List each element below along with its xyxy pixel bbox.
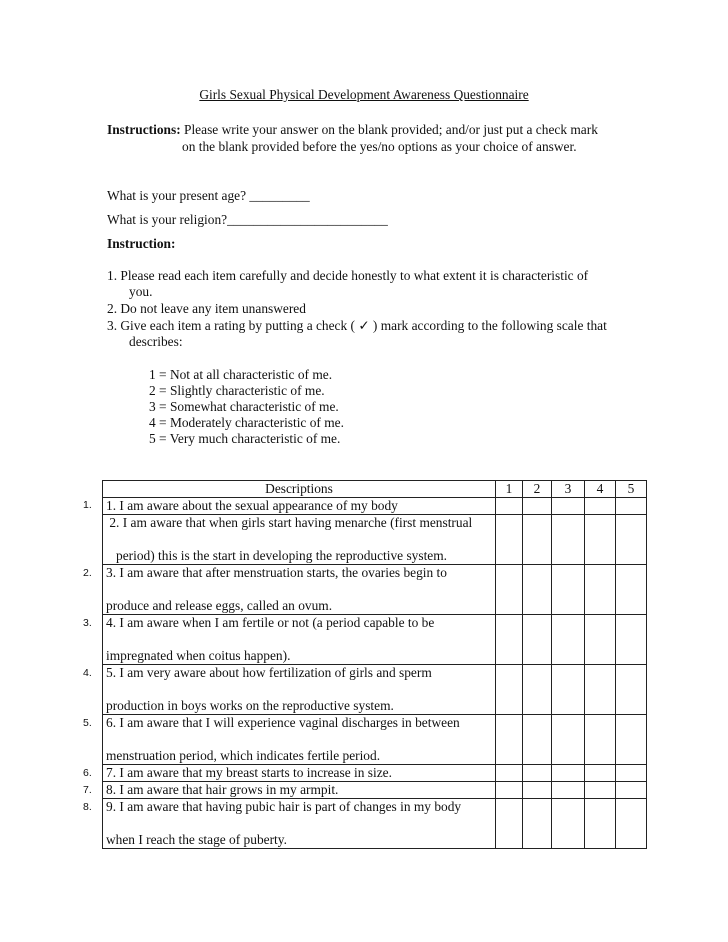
rating-cell[interactable] bbox=[496, 498, 523, 515]
row-number: 6. bbox=[83, 767, 92, 779]
instructions-label: Instructions: bbox=[107, 122, 181, 137]
rating-cell[interactable] bbox=[616, 715, 647, 765]
rating-cell[interactable] bbox=[523, 765, 552, 782]
step-1-continued: you. bbox=[129, 284, 153, 299]
scale-item-2: 2 = Slightly characteristic of me. bbox=[149, 383, 325, 398]
page-title: Girls Sexual Physical Development Awareness Questionnaire bbox=[199, 87, 529, 102]
instructions-text-1: Please write your answer on the blank provided; and/or just put a check mark bbox=[184, 122, 598, 137]
scale-item-4: 4 = Moderately characteristic of me. bbox=[149, 415, 344, 430]
item-description: 4. I am aware when I am fertile or not (a period capable to be impregnated when coitus happen). bbox=[103, 615, 496, 665]
rating-cell[interactable] bbox=[616, 782, 647, 799]
rating-cell[interactable] bbox=[616, 515, 647, 565]
rating-cell[interactable] bbox=[523, 665, 552, 715]
rating-table bbox=[102, 480, 647, 849]
age-question: What is your present age? _________ bbox=[107, 188, 310, 203]
rating-header-5: 5 bbox=[616, 481, 647, 498]
rating-cell[interactable] bbox=[552, 615, 585, 665]
instruction-heading: Instruction: bbox=[107, 236, 176, 251]
rating-cell[interactable] bbox=[496, 765, 523, 782]
rating-header-4: 4 bbox=[585, 481, 616, 498]
row-number: 3. bbox=[83, 617, 92, 629]
rating-cell[interactable] bbox=[552, 565, 585, 615]
religion-question: What is your religion?________________________ bbox=[107, 212, 388, 227]
step-2: 2. Do not leave any item unanswered bbox=[107, 301, 306, 316]
rating-cell[interactable] bbox=[552, 498, 585, 515]
rating-cell[interactable] bbox=[616, 765, 647, 782]
rating-cell[interactable] bbox=[585, 515, 616, 565]
rating-cell[interactable] bbox=[585, 615, 616, 665]
rating-cell[interactable] bbox=[496, 565, 523, 615]
rating-cell[interactable] bbox=[496, 615, 523, 665]
rating-cell[interactable] bbox=[496, 799, 523, 849]
rating-header-2: 2 bbox=[523, 481, 552, 498]
rating-cell[interactable] bbox=[552, 515, 585, 565]
item-description: 9. I am aware that having pubic hair is part of changes in my body when I reach the stage of puberty. bbox=[103, 799, 496, 849]
rating-cell[interactable] bbox=[552, 765, 585, 782]
rating-header-1: 1 bbox=[496, 481, 523, 498]
rating-cell[interactable] bbox=[523, 515, 552, 565]
rating-cell[interactable] bbox=[585, 665, 616, 715]
descriptions-header: Descriptions bbox=[103, 481, 496, 498]
item-description: 6. I am aware that I will experience vaginal discharges in between menstruation period, which indicates fertile period. bbox=[103, 715, 496, 765]
row-number: 5. bbox=[83, 717, 92, 729]
table-header-row bbox=[103, 481, 647, 498]
scale-item-1: 1 = Not at all characteristic of me. bbox=[149, 367, 333, 382]
table-row bbox=[103, 665, 647, 715]
rating-cell[interactable] bbox=[585, 565, 616, 615]
rating-cell[interactable] bbox=[496, 782, 523, 799]
rating-cell[interactable] bbox=[616, 799, 647, 849]
rating-cell[interactable] bbox=[585, 715, 616, 765]
step-3-continued: describes: bbox=[129, 334, 183, 349]
step-1: 1. Please read each item carefully and decide honestly to what extent it is characteristic of bbox=[107, 268, 589, 283]
scale-item-5: 5 = Very much characteristic of me. bbox=[149, 431, 341, 446]
row-number: 7. bbox=[83, 784, 92, 796]
table-row bbox=[103, 799, 647, 849]
instructions-text-2: on the blank provided before the yes/no options as your choice of answer. bbox=[182, 139, 577, 154]
step-3: 3. Give each item a rating by putting a check ( ✓ ) mark according to the following scale that bbox=[107, 318, 607, 333]
rating-cell[interactable] bbox=[552, 665, 585, 715]
instructions-line-1 bbox=[107, 122, 598, 138]
table-row bbox=[103, 765, 647, 782]
rating-cell[interactable] bbox=[616, 565, 647, 615]
row-number: 1. bbox=[83, 499, 92, 511]
rating-cell[interactable] bbox=[552, 715, 585, 765]
rating-cell[interactable] bbox=[552, 799, 585, 849]
rating-cell[interactable] bbox=[496, 665, 523, 715]
item-description: 1. I am aware about the sexual appearance of my body bbox=[103, 498, 496, 515]
rating-cell[interactable] bbox=[523, 715, 552, 765]
item-description: 3. I am aware that after menstruation starts, the ovaries begin to produce and release eggs, called an ovum. bbox=[103, 565, 496, 615]
rating-cell[interactable] bbox=[523, 565, 552, 615]
rating-header-3: 3 bbox=[552, 481, 585, 498]
table-row bbox=[103, 515, 647, 565]
rating-cell[interactable] bbox=[585, 765, 616, 782]
rating-cell[interactable] bbox=[616, 665, 647, 715]
row-number: 8. bbox=[83, 801, 92, 813]
rating-cell[interactable] bbox=[616, 498, 647, 515]
table-row bbox=[103, 565, 647, 615]
rating-cell[interactable] bbox=[523, 498, 552, 515]
scale-item-3: 3 = Somewhat characteristic of me. bbox=[149, 399, 339, 414]
rating-cell[interactable] bbox=[552, 782, 585, 799]
rating-cell[interactable] bbox=[496, 715, 523, 765]
item-description: 2. I am aware that when girls start having menarche (first menstrual period) this is the start in developing the reproductive system. bbox=[103, 515, 496, 565]
row-number: 2. bbox=[83, 567, 92, 579]
rating-cell[interactable] bbox=[496, 515, 523, 565]
rating-cell[interactable] bbox=[585, 498, 616, 515]
table-row bbox=[103, 782, 647, 799]
rating-cell[interactable] bbox=[523, 782, 552, 799]
row-number: 4. bbox=[83, 667, 92, 679]
rating-cell[interactable] bbox=[585, 799, 616, 849]
item-description: 8. I am aware that hair grows in my armpit. bbox=[103, 782, 496, 799]
table-row bbox=[103, 498, 647, 515]
rating-cell[interactable] bbox=[585, 782, 616, 799]
table-row bbox=[103, 715, 647, 765]
rating-cell[interactable] bbox=[523, 615, 552, 665]
rating-cell[interactable] bbox=[523, 799, 552, 849]
table-row bbox=[103, 615, 647, 665]
item-description: 5. I am very aware about how fertilization of girls and sperm production in boys works on the reproductive system. bbox=[103, 665, 496, 715]
rating-cell[interactable] bbox=[616, 615, 647, 665]
item-description: 7. I am aware that my breast starts to increase in size. bbox=[103, 765, 496, 782]
